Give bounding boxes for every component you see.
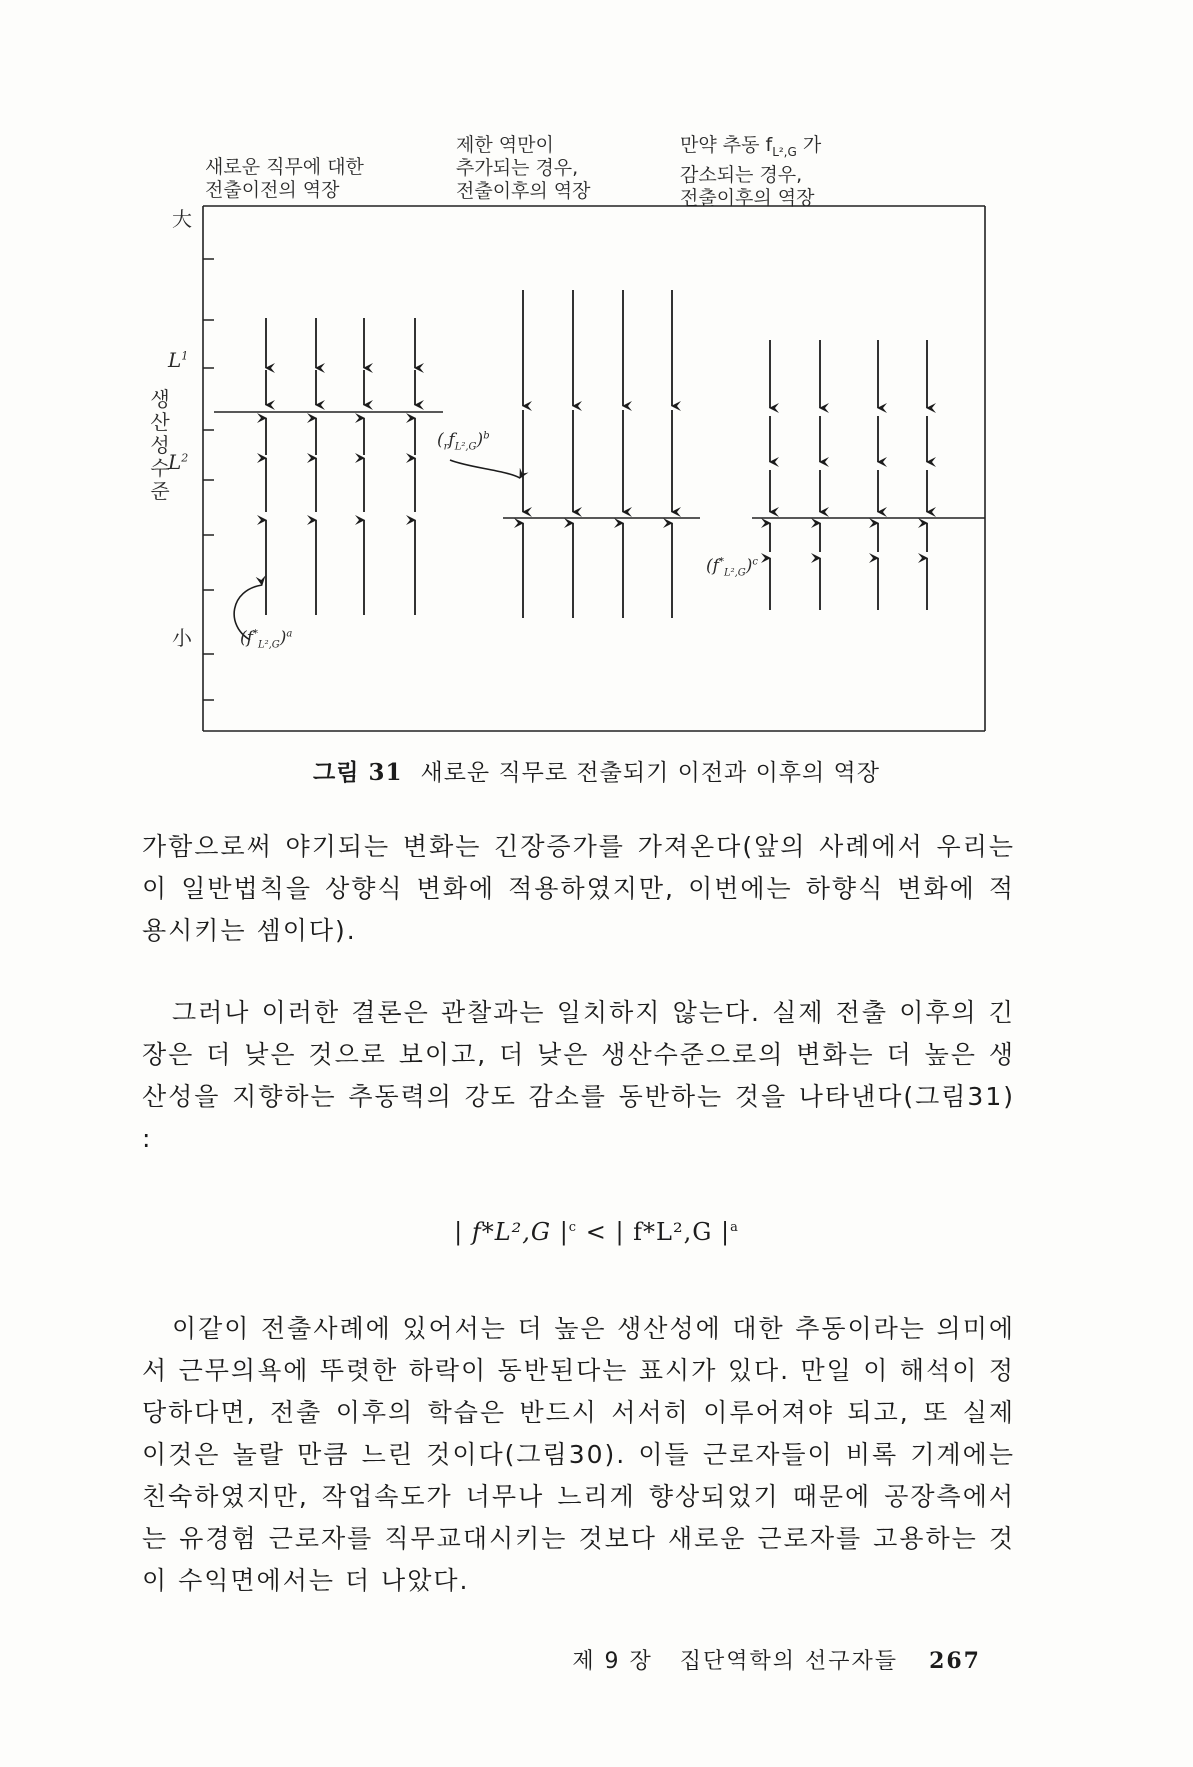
figure-caption-label: 그림 31 [313, 759, 403, 786]
panel3-up-arrows [770, 523, 927, 610]
formula-rhs: | f*L²,G | [615, 1218, 731, 1246]
panel-caption-line: 전출이후의 역장 [456, 180, 591, 202]
panel-caption-line: 제한 역만이 [456, 134, 554, 156]
figure-caption [0, 754, 1193, 787]
page-number: 267 [929, 1648, 981, 1674]
paragraph-2: 그러나 이러한 결론은 관찰과는 일치하지 않는다. 실제 전출 이후의 긴장은 더 낮은 것으로 보이고, 더 낮은 생산수준으로의 변화는 더 높은 생산성을 지향하는 추동력의 강도 감소를 동반하는 것을 나타낸다(그림31) : [142, 998, 1015, 1153]
paragraph-3: 이같이 전출사례에 있어서는 더 높은 생산성에 대한 추동이라는 의미에서 근무의욕에 뚜렷한 하락이 동반된다는 표시가 있다. 만일 이 해석이 정당하다면, 전출 이후의 학습은 반드시 서서히 이루어져야 되고, 또 실제 이것은 놀랄 만큼 느린 것이다(그림30). 이들 근로자들이 비록 기계에는 친숙하였지만, 작업속도가 너무나 느리게 향상되었기 때문에 공장측에서는 유경험 근로자를 직무교대시키는 것보다 새로운 근로자를 고용하는 것이 수익면에서는 더 나았다. [142, 1314, 1015, 1595]
y-label-bottom: 小 [172, 626, 192, 650]
force-field-figure [0, 0, 1193, 740]
panel2-up-arrows [523, 523, 672, 618]
panel-caption-line: 전출이후의 역장 [680, 186, 815, 209]
page-footer [572, 1644, 981, 1675]
y-label-top: 大 [172, 207, 192, 231]
annotation-a: $(f^*_{L^2,G})^a$ [240, 628, 293, 651]
y-label-l1: $L^1$ [168, 348, 189, 372]
panel-caption-line: 전출이전의 역장 [205, 179, 340, 201]
axis-title-productivity: 생산성 수준 [150, 387, 170, 503]
figure-frame [203, 206, 985, 731]
equilibrium-lines [214, 412, 985, 518]
footer-title: 집단역학의 선구자들 [679, 1649, 899, 1674]
annotation-pointers [234, 460, 520, 640]
panel-caption-line: 만약 추동 $f_{L^2,G}$ 가 [680, 134, 822, 159]
formula-op: < [585, 1218, 607, 1246]
panel-caption-line: 새로운 직무에 대한 [205, 156, 364, 178]
footer-chapter: 제 9 장 [572, 1649, 653, 1674]
annotation-c: $(f^*_{L^2,G})^c$ [706, 556, 759, 579]
paragraph-1: 가함으로써 야기되는 변화는 긴장증가를 가져온다(앞의 사례에서 우리는 이 일반법칙을 상향식 변화에 적용하였지만, 이번에는 하향식 변화에 적용시키는 셈이다). [142, 832, 1015, 945]
formula-rhs-sup: a [730, 1220, 739, 1235]
panel-caption-sub: L²,G [772, 144, 797, 159]
panel3-down-arrows [770, 340, 927, 512]
figure-caption-text: 새로운 직무로 전출되기 이전과 이후의 역장 [420, 760, 880, 786]
formula [0, 1218, 1193, 1246]
y-axis-ticks [203, 259, 214, 700]
y-label-l2: $L^2$ [168, 450, 189, 474]
panel-caption-suffix: 가 [802, 134, 822, 156]
panel1-down-arrows [266, 318, 415, 405]
panel1-up-arrows [266, 418, 415, 615]
panel2-down-arrows [523, 290, 672, 512]
panel-caption-line: 감소되는 경우, [680, 163, 803, 186]
formula-lhs-sup: c [568, 1220, 578, 1235]
annotation-b: $(_rf_{L^2,G})^b$ [437, 430, 490, 453]
formula-lhs: | f*L²,G | [454, 1218, 569, 1246]
panel-caption-line: 추가되는 경우, [456, 157, 579, 179]
